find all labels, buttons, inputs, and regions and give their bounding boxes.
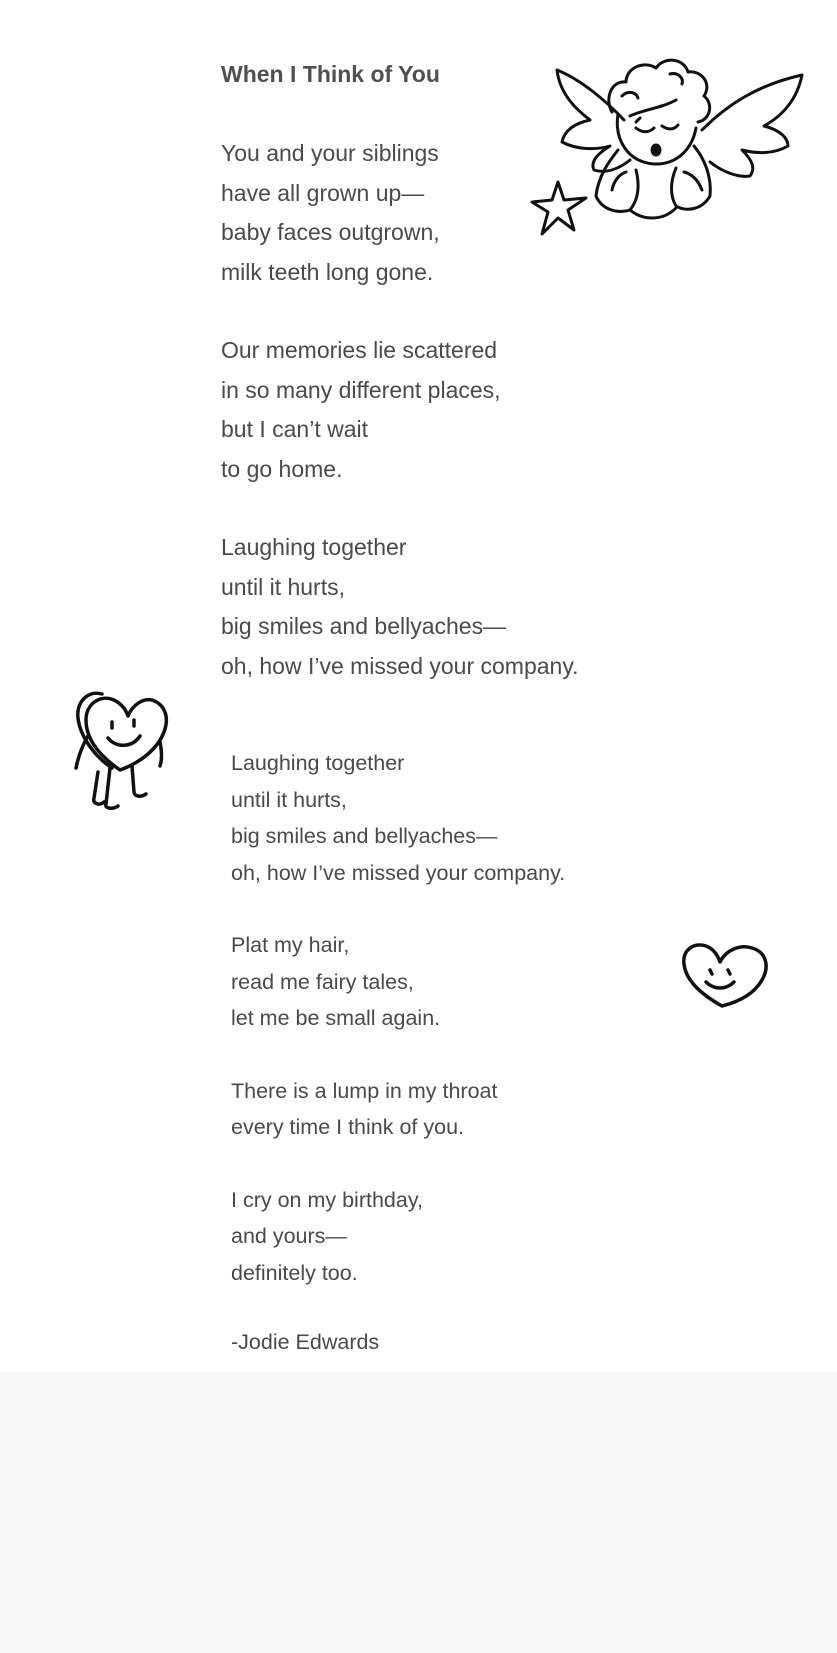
poem-line: and yours— [231,1224,347,1248]
poem-line: Our memories lie scattered [221,337,498,363]
poem-line: Laughing together [231,751,405,775]
stanza [231,745,565,891]
poem-line: definitely too. [231,1260,358,1285]
poem-line: until it hurts, [231,787,347,812]
poem-line: milk teeth long gone. [221,258,434,285]
poem-line: oh, how I’ve missed your company. [231,860,566,885]
poem-line: Plat my hair, [231,933,350,957]
poem-line: You and your siblings [221,140,439,166]
stanza [231,1182,565,1292]
poem-block-1 [221,134,579,725]
poem-line: let me be small again. [231,1006,441,1030]
stanza [221,134,579,292]
poem-line: big smiles and bellyaches— [231,824,498,848]
stanza [221,528,579,686]
poem-line: oh, how I’ve missed your company. [221,652,579,679]
poem-line: in so many different places, [221,376,501,403]
poem-line: every time I think of you. [231,1115,465,1139]
poem-line: read me fairy tales, [231,969,414,994]
poem-title: When I Think of You [221,61,440,87]
poem-signature: -Jodie Edwards [231,1330,380,1354]
stanza [221,331,579,489]
stanza [231,927,565,1037]
star-icon [528,178,592,242]
poem-line: big smiles and bellyaches— [221,613,507,639]
poem-line: I cry on my birthday, [231,1187,423,1212]
poem-line: There is a lump in my throat [231,1078,498,1103]
smiley-heart-icon [680,940,770,1010]
poem-line: baby faces outgrown, [221,219,440,245]
walking-heart-illustration [72,686,172,816]
bottom-blank-area [0,1372,837,1653]
poem-block-2 [231,745,565,1327]
poem-line: but I can’t wait [221,416,369,442]
poem-line: until it hurts, [221,573,345,600]
poem-line: Laughing together [221,534,407,560]
stanza [231,1073,565,1146]
poem-line: to go home. [221,455,343,482]
poem-line: have all grown up— [221,179,425,206]
